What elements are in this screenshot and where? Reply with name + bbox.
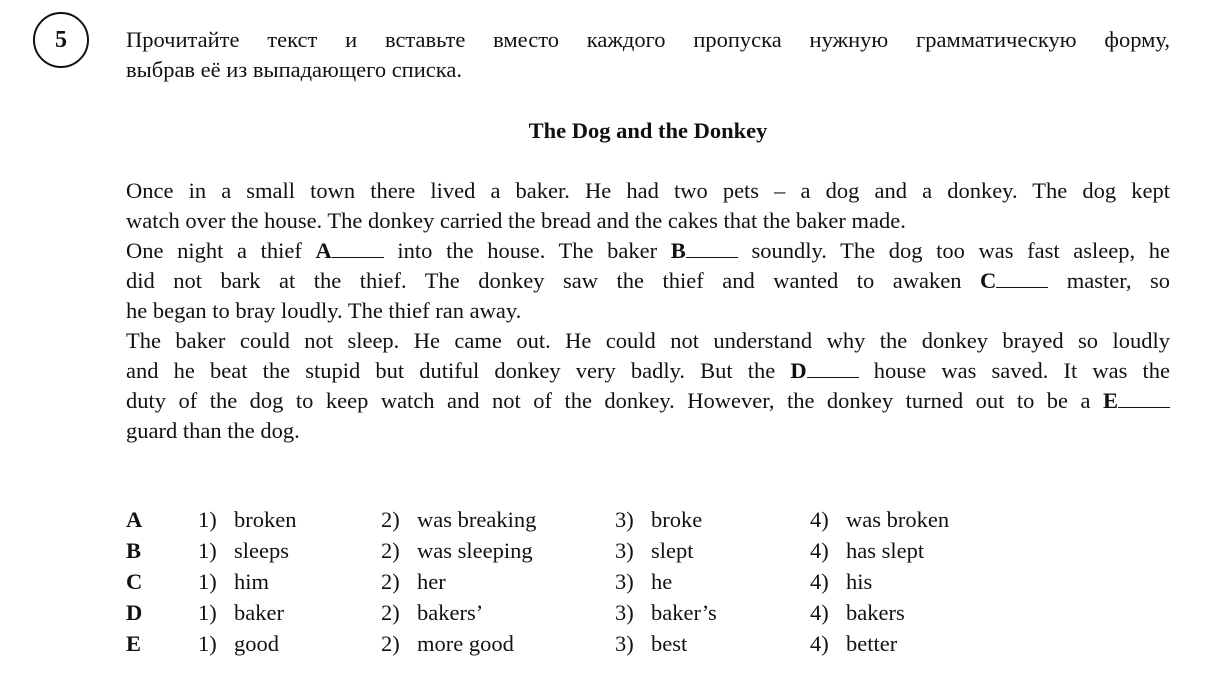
option-choice[interactable]: [198, 504, 296, 535]
option-choice[interactable]: [615, 504, 702, 535]
option-choice[interactable]: [810, 504, 949, 535]
option-text: has slept: [846, 538, 925, 563]
gap-d[interactable]: [790, 358, 858, 383]
option-text: better: [846, 631, 898, 656]
option-number: 4): [810, 507, 829, 532]
story-line: guard than the dog.: [126, 418, 300, 443]
option-text: was breaking: [417, 507, 537, 532]
gap-a[interactable]: [316, 238, 384, 263]
task-number: 5: [55, 26, 67, 53]
option-choice[interactable]: [615, 597, 717, 628]
option-row-a: [126, 504, 1170, 535]
gap-letter: B: [670, 238, 686, 263]
option-text: sleeps: [234, 538, 289, 563]
option-text: her: [417, 569, 446, 594]
option-row-c: [126, 566, 1170, 597]
option-number: 3): [615, 569, 634, 594]
option-choice[interactable]: [198, 535, 289, 566]
option-text: him: [234, 569, 270, 594]
option-row-e: [126, 628, 1170, 659]
task-number-badge: [33, 12, 89, 68]
option-number: 3): [615, 600, 634, 625]
option-number: 4): [810, 569, 829, 594]
option-letter: E: [126, 631, 142, 656]
gap-letter: E: [1102, 388, 1118, 413]
option-letter: B: [126, 538, 142, 563]
option-number: 2): [381, 631, 400, 656]
option-choice[interactable]: [810, 535, 924, 566]
option-choice[interactable]: [381, 628, 514, 659]
gap-e[interactable]: [1103, 388, 1170, 413]
gap-blank[interactable]: [332, 239, 384, 258]
gap-letter: A: [315, 238, 332, 263]
option-letter: A: [126, 507, 143, 532]
option-letter: C: [126, 569, 143, 594]
task-instruction: [126, 25, 1170, 85]
story-text: [126, 176, 1170, 446]
option-text: baker’s: [651, 600, 717, 625]
gap-blank[interactable]: [807, 359, 859, 378]
option-text: best: [651, 631, 688, 656]
story-title: The Dog and the Donkey: [528, 118, 768, 143]
option-text: bakers: [846, 600, 905, 625]
option-text: more good: [417, 631, 514, 656]
gap-letter: C: [980, 268, 997, 293]
option-text: was broken: [846, 507, 950, 532]
option-number: 3): [615, 631, 634, 656]
gap-b[interactable]: [671, 238, 738, 263]
option-choice[interactable]: [198, 566, 269, 597]
story-line: he began to bray loudly. The thief ran away.: [126, 298, 522, 323]
option-choice[interactable]: [615, 628, 687, 659]
option-choice[interactable]: [198, 628, 279, 659]
option-number: 1): [198, 631, 217, 656]
option-number: 2): [381, 507, 400, 532]
option-choice[interactable]: [810, 566, 872, 597]
story-line: One night a thief A into the house. The baker B soundly. The dog too was fast asleep, he: [126, 238, 1170, 263]
story-line: watch over the house. The donkey carried the bread and the cakes that the baker made.: [126, 208, 906, 233]
gap-blank[interactable]: [1118, 389, 1170, 408]
option-choice[interactable]: [810, 628, 897, 659]
option-text: his: [846, 569, 873, 594]
option-text: broken: [234, 507, 297, 532]
option-choice[interactable]: [381, 597, 483, 628]
option-letter: D: [126, 600, 143, 625]
option-choice[interactable]: [198, 597, 284, 628]
answer-options: [126, 504, 1170, 659]
story-line: Once in a small town there lived a baker. He had two pets – a dog and a donkey. The dog kept: [126, 178, 1170, 203]
option-choice[interactable]: [615, 566, 672, 597]
instruction-line: выбрав её из выпадающего списка.: [126, 57, 462, 82]
option-row-d: [126, 597, 1170, 628]
story-line: and he beat the stupid but dutiful donkey very badly. But the D house was saved. It was the: [126, 358, 1170, 383]
option-text: broke: [651, 507, 703, 532]
option-text: slept: [651, 538, 694, 563]
option-text: bakers’: [417, 600, 484, 625]
option-number: 4): [810, 631, 829, 656]
option-number: 2): [381, 600, 400, 625]
option-number: 4): [810, 538, 829, 563]
option-number: 3): [615, 538, 634, 563]
option-number: 1): [198, 538, 217, 563]
option-number: 1): [198, 569, 217, 594]
option-number: 1): [198, 507, 217, 532]
option-row-b: [126, 535, 1170, 566]
option-number: 2): [381, 538, 400, 563]
option-number: 3): [615, 507, 634, 532]
option-number: 2): [381, 569, 400, 594]
option-number: 1): [198, 600, 217, 625]
gap-blank[interactable]: [686, 239, 738, 258]
option-choice[interactable]: [615, 535, 694, 566]
option-choice[interactable]: [381, 535, 533, 566]
option-text: was sleeping: [417, 538, 533, 563]
gap-letter: D: [790, 358, 807, 383]
option-text: he: [651, 569, 673, 594]
option-number: 4): [810, 600, 829, 625]
option-choice[interactable]: [381, 566, 446, 597]
option-text: baker: [234, 600, 284, 625]
gap-c[interactable]: [980, 268, 1048, 293]
instruction-line: Прочитайте текст и вставьте вместо каждого пропуска нужную грамматическую форму,: [126, 27, 1170, 52]
gap-blank[interactable]: [996, 269, 1048, 288]
story-line: The baker could not sleep. He came out. He could not understand why the donkey brayed so loudly: [126, 328, 1170, 353]
option-text: good: [234, 631, 279, 656]
option-choice[interactable]: [810, 597, 905, 628]
story-line: did not bark at the thief. The donkey saw the thief and wanted to awaken C master, so: [126, 268, 1170, 293]
option-choice[interactable]: [381, 504, 536, 535]
story-line: duty of the dog to keep watch and not of the donkey. However, the donkey turned out to be a E: [126, 386, 1170, 416]
